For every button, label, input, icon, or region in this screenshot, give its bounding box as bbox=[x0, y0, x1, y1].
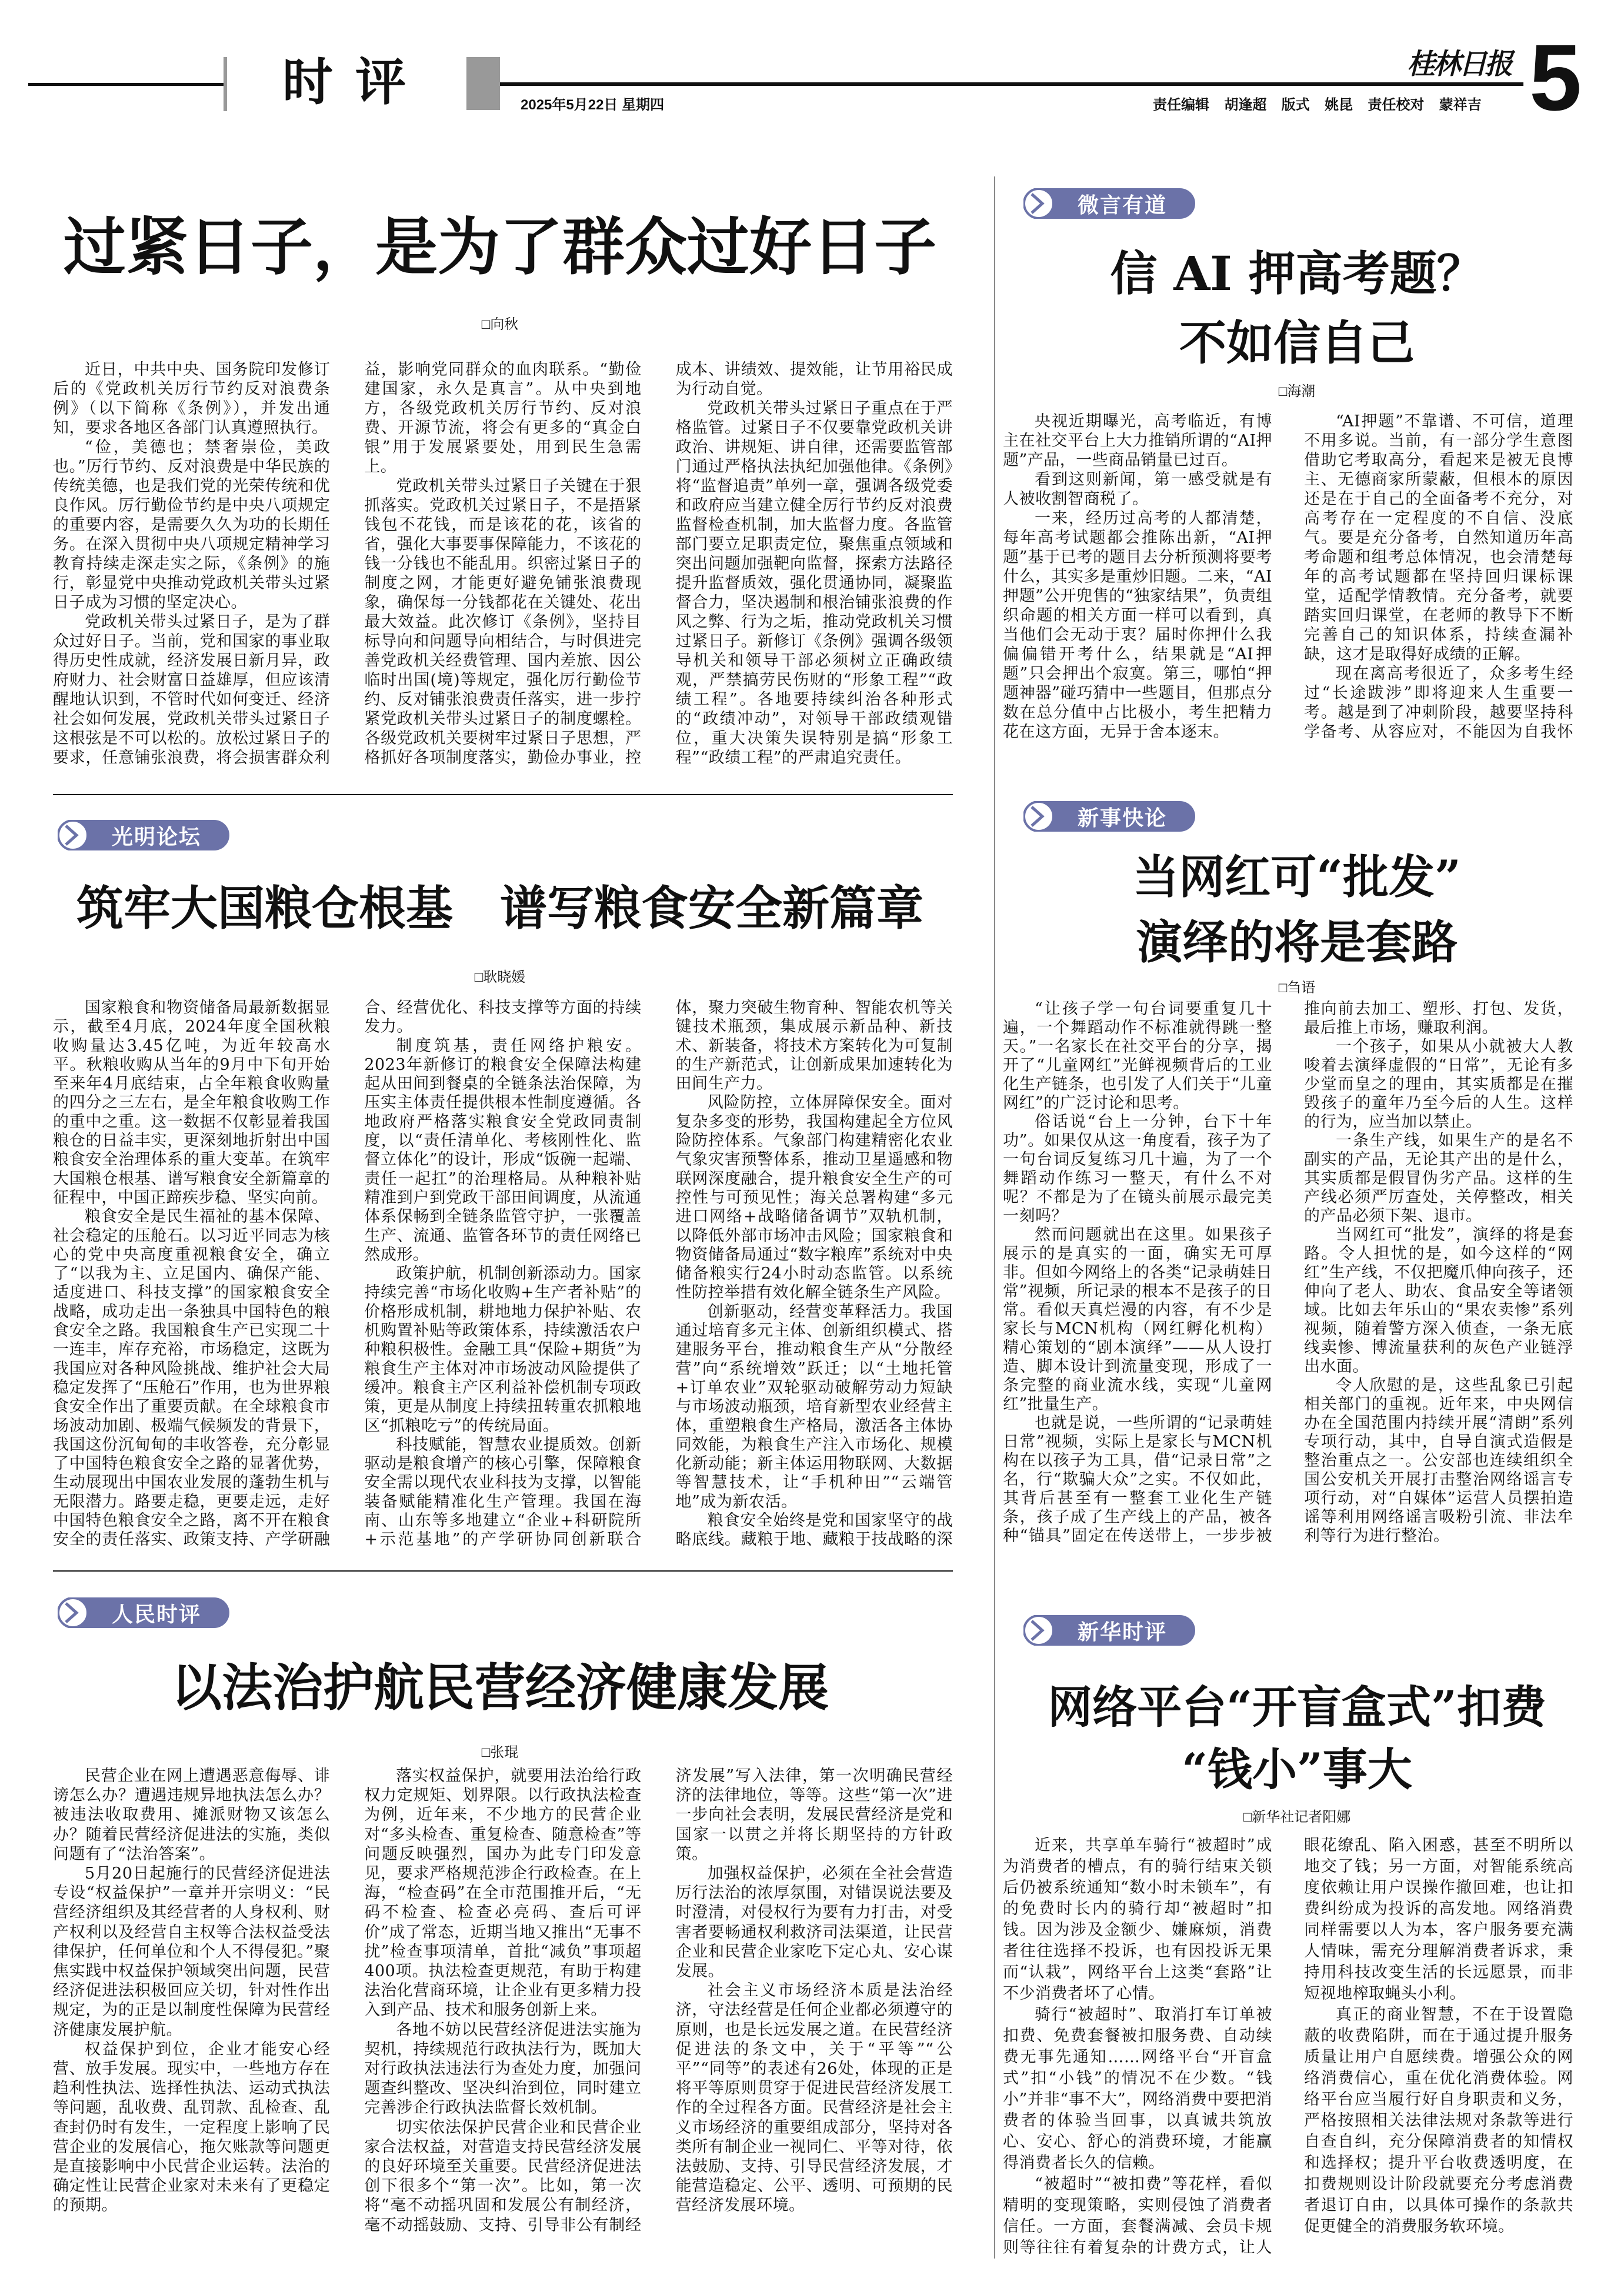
headline-line: 以法治护航民营经济健康发展 bbox=[171, 1658, 829, 1717]
byline: □海潮 bbox=[1278, 383, 1316, 399]
paragraph: 近来，共享单车骑行“被超时”成为消费者的槽点，有的骑行结束关锁后仍被系统通知“数小时未锁车”，有的免费时长内的骑行却“被超时”扣钱。因为涉及金额少、嫌麻烦，消费者往往选择不投诉，也有因投诉无果而“认栽”，网络平台上这类“套路”让不少消费者坏了心情。 bbox=[1003, 1836, 1272, 2003]
paragraph: 粮食安全是民生福祉的基本保障、社会稳定的压舱石。以习近平同志为核心的党中央高度重视粮食安全，确立了“以我为主、立足国内、确保产能、适度进口、科技支撑”的国家粮食安全战略，成功走出一条独具中国特色的粮食安全之路。我国粮食生产已实现二十一连丰，库存充裕，市场稳定，这既为我国应对各种风险挑战、维护社会大局稳定发挥了“压舱石”作用，也为世界粮食安全作出了重要贡献。在全球粮食市场波动加剧、极端气候频发的背景下，我国这份沉甸甸的丰收答卷，充分彰显了中国特色粮食安全之路的显著优势，生动展现出中国农业发展的蓬勃生机与无限潜力。路要走稳，更要走远，走好中国特色粮食安全之路，离不开在粮食安全的责任落实、政策支持、产学研融合、经营优化、科技支撑等方面的持续发力。 bbox=[53, 999, 642, 1549]
paragraph: 社会主义市场经济本质是法治经济，守法经营是任何企业都必须遵守的原则，也是长远发展之道。在民营经济促进法的条文中，关于“平等”“公平”“同等”的表述有26处，体现的正是将平等原则贯穿于促进民营经济发展工作的全过程各方面。民营经济是社会主义市场经济的重要组成部分，坚持对各类所有制企业一视同仁、平等对待，依法鼓励、支持、引导民营经济发展，才能营造稳定、公平、透明、可预期的民营经济发展环境。 bbox=[675, 1982, 953, 2215]
column-badge bbox=[1023, 1615, 1195, 1646]
issue-date: 2025年5月22日 星期四 bbox=[521, 97, 665, 113]
headline bbox=[41, 212, 959, 282]
headline-line: 过紧日子，是为了群众过好日子 bbox=[64, 210, 936, 283]
paragraph: 真正的商业智慧，不在于设置隐蔽的收费陷阱，而在于通过提升服务质量让用户自愿续费。增强公众的网络消费信心，重在优化消费体验。网络平台应当履行好自身职责和义务，严格按照相关法律法规对条款等进行自查自纠，充分保障消费者的知情权和选择权；提升平台收费透明度，在扣费规则设计阶段就要充分考虑消费者退订自由，以具体可操作的条款共促更健全的消费服务软环境。 bbox=[1304, 2006, 1573, 2236]
article-body bbox=[53, 1766, 953, 2254]
paragraph: 当网红可“批发”，演绎的将是套路。令人担忧的是，如今这样的“网红”生产线，不仅把魔爪伸向孩子，还伸向了老人、助农、食品安全等诸领域。比如去年乐山的“果农卖惨”系列视频，随着警方深入侦查，一条无底线卖惨、博流量获利的灰色产业链浮出水面。 bbox=[1304, 1226, 1573, 1376]
paragraph: 5月20日起施行的民营经济促进法专设“权益保护”一章并开宗明义：“民营经济组织及其经营者的人身权利、财产权利以及经营自主权等合法权益受法律保护，任何单位和个人不得侵犯。”聚焦实践中权益保护领域突出问题，民营经济促进法积极回应关切，针对性作出规定，为的正是以制度性保障为民营经济健康发展护航。 bbox=[53, 1864, 331, 2039]
paragraph: 风险防控，立体屏障保安全。面对复杂多变的形势，我国构建起全方位风险防控体系。气象部门构建精密化农业气象灾害预警体系，推动卫星遥感和物联网深度融合，提升粮食安全生产的可控性与可预见性；海关总署构建“多元进口网络+战略储备调节”双轨机制，以降低外部市场冲击风险；国家粮食和物资储备局通过“数字粮库”系统对中央储备粮实行24小时动态监管。以系统性防控举措有效化解全链条生产风险。 bbox=[675, 1093, 953, 1302]
paragraph: 制度筑基，责任网络护粮安。2023年新修订的粮食安全保障法构建起从田间到餐桌的全链条法治保障，为压实主体责任提供根本性制度遵循。各地政府严格落实粮食安全党政同责制度，以“责任清单化、考核刚性化、监督立体化”的设计，形成“饭碗一起端、责任一起扛”的治理格局。从种粮补贴精准到户到党政干部田间调度，从流通体系保畅到全链条监管守护，一张覆盖生产、流通、监管各环节的责任网络已然成形。 bbox=[364, 1036, 642, 1264]
headline-line: 不如信自己 bbox=[1179, 315, 1415, 371]
paragraph: 党政机关带头过紧日子重点在于严格监管。过紧日子不仅要靠党政机关讲政治、讲规矩、讲自律，还需要监管部门通过严格执法执纪加强他律。《条例》将“监督追责”单列一章，强调各级党委和政府应当建立健全厉行节约反对浪费监督检查机制，加大监督力度。各监管部门要立足职责定位，聚焦重点领域和突出问题加强靶向监督，探索方法路径提升监督质效，强化贯通协同，凝聚监督合力，坚决遏制和根治铺张浪费的作风之弊、行为之垢，推动党政机关习惯过紧日子。新修订《条例》强调各级领导机关和领导干部必须树立正确政绩观，严禁搞劳民伤财的“形象工程”“政绩工程”。各地要持续纠治各种形式的“政绩冲动”，对领导干部政绩观错位，重大决策失误特别是搞“形象工程”“政绩工程”的严肃追究责任。 bbox=[675, 399, 953, 767]
badge-label: 微言有道 bbox=[1078, 192, 1168, 217]
paragraph: 然而问题就出在这里。如果孩子展示的是真实的一面，确实无可厚非。但如今网络上的各类“记录萌娃日常”视频，所记录的根本不是孩子的日常。看似天真烂漫的内容，有不少是家长与MCN机构（网红孵化机构）精心策划的“剧本演绎”——从人设打造、脚本设计到流量变现，形成了一条完整的商业流水线，实现“儿童网红”批量生产。 bbox=[1003, 1226, 1272, 1413]
byline: □新华社记者阳娜 bbox=[1243, 1809, 1351, 1825]
column-badge bbox=[1023, 188, 1195, 219]
headline-line: 网络平台“开盲盒式”扣费 bbox=[1048, 1681, 1546, 1733]
paragraph: “让孩子学一句台词要重复几十遍，一个舞蹈动作不标准就得跳一整天。”一名家长在社交平台的分享，揭开了“儿童网红”光鲜视频背后的工业化生产链条，也引发了人们关于“儿童网红”的广泛讨论和思考。 bbox=[1003, 1000, 1272, 1112]
chevron-circle-icon bbox=[1023, 801, 1056, 832]
section-title: 时评 bbox=[282, 52, 428, 112]
headline-line: “钱小”事大 bbox=[1182, 1743, 1412, 1796]
paragraph: 加强权益保护，必须在全社会营造厉行法治的浓厚氛围，对错误说法要及时澄清，对侵权行为要有力打击，对受害者要畅通权利救济司法渠道，让民营企业和民营企业家吃下定心丸、安心谋发展。 bbox=[675, 1864, 953, 1981]
page-number: 5 bbox=[1529, 25, 1582, 130]
badge-label: 新华时评 bbox=[1078, 1619, 1168, 1644]
paragraph: 创新驱动，经营变革释活力。我国通过培育多元主体、创新组织模式、搭建服务平台，推动粮食生产从“分散经营”向“系统增效”跃迁；以“土地托管+订单农业”双轮驱动破解劳动力短缺与市场波动瓶颈，培育新型农业经营主体，重塑粮食生产格局，激活各主体协同效能，为粮食生产注入市场化、规模化新动能；新主体运用物联网、大数据等智慧技术，让“手机种田”“云端管地”成为新农活。 bbox=[675, 1302, 953, 1511]
paragraph: 现在离高考很近了，众多考生经过“长途跋涉”即将迎来人生重要一考。越是到了冲刺阶段，越要坚持科学备考、从容应对，不能因为自我怀 bbox=[1304, 665, 1573, 741]
article-body bbox=[1003, 1835, 1573, 2260]
headline bbox=[1003, 239, 1591, 378]
badge-label: 新事快论 bbox=[1078, 805, 1168, 830]
paragraph: 看到这则新闻，第一感受就是有人被收割智商税了。 bbox=[1003, 471, 1272, 508]
paragraph: 科技赋能，智慧农业提质效。创新驱动是粮食增产的核心引擎，保障粮食安全需以现代农业科技为支撑，以智能装备赋能精准化生产管理。我国在海南、山东等多地建立“企业+科研院所+示范基地”的产学研协同创新联合体，聚力突破生物育种、智能农机等关键技术瓶颈，集成展示新品种、新技术、新装备，将技术方案转化为可复制的生产新范式，让创新成果加速转化为田间生产力。 bbox=[364, 999, 953, 1549]
column-badge bbox=[1023, 801, 1195, 832]
paragraph: “AI押题”不靠谱、不可信，道理不用多说。当前，有一部分学生意图借助它考取高分，看起来是被无良博主、无德商家所蒙蔽，但根本的原因还是在于自己的全面备考不充分，对高考存在一定程度的不自信、没底气。要是充分备考，自然知道历年高考命题和组考总体情况，也会清楚每年的高考试题都在坚持回归课标课堂，适配学情教情。充分备考，就要踏实回归课堂，在老师的教导下不断完善自己的知识体系，持续查漏补缺，这才是取得好成绩的正解。 bbox=[1304, 412, 1573, 663]
header-divider-thick bbox=[466, 57, 500, 110]
paragraph: 国家粮食和物资储备局最新数据显示，截至4月底，2024年度全国秋粮收购量达3.45亿吨，为近年较高水平。秋粮收购从当年的9月中下旬开始至来年4月底结束，占全年粮食收购量的四分之三左右，是全年粮食收购工作的重中之重。这一数据不仅彰显着我国粮仓的日益丰实，更深刻地折射出中国粮食安全治理体系的重大变革。在筑牢大国粮仓根基、谱写粮食安全新篇章的征程中，中国正蹄疾步稳、坚实向前。 bbox=[53, 999, 331, 1207]
byline: □向秋 bbox=[481, 316, 519, 332]
paragraph: 切实依法保护民营企业和民营企业家合法权益，对营造支持民营经济发展的良好环境至关重要。民营经济促进法创下很多个“第一次”。比如，第一次将“毫不动摇巩固和发展公有制经济，毫不动摇鼓励、支持、引导非公有制经济发展”写入法律，第一次明确民营经济的法律地位，等等。这些“第一次”进一步向社会表明，发展民营经济是党和国家一以贯之并将长期坚持的方针政策。 bbox=[364, 1767, 953, 2234]
article-body bbox=[1003, 1000, 1573, 1559]
paragraph: 令人欣慰的是，这些乱象已引起相关部门的重视。近年来，中央网信办在全国范围内持续开展“清朗”系列专项行动，其中，自导自演式造假是整治重点之一。公安部也连续组织全国公安机关开展打击整治网络谣言专项行动，对“自媒体”运营人员摆拍造谣等利用网络谣言吸粉引流、非法牟利等行为进行整治。 bbox=[1304, 1376, 1573, 1545]
paragraph: 一来，经历过高考的人都清楚，每年高考试题都会推陈出新，“AI押题”基于已考的题目去分析预测将要考什么，其实多是重炒旧题。二来，“AI押题”公开兜售的“独家结果”，负责组织命题的相关方面一样可以看到，真当他们会无动于衷？届时你押什么我偏偏错开考什么，结果就是“AI押题”只会押出个寂寞。第三，哪怕“押题神器”碰巧猜中一些题目，但那点分数在总分值中占比极小，考生把精力花在这方面，无异于舍本逐末。 bbox=[1003, 509, 1272, 741]
headline bbox=[1003, 845, 1591, 975]
article-rule bbox=[53, 794, 953, 795]
paragraph: “被超时”“被扣费”等花样，看似精明的变现策略，实则侵蚀了消费者信任。一方面，套餐满减、会员卡规则等往往有着复杂的计费方式，让人眼花缭乱、陷入困惑，甚至不明所以地交了钱；另一方面，对智能系统高度依赖让用户误操作撤回难，也让扣费纠纷成为投诉的高发地。网络消费同样需要以人为本，客户服务要充满人情味，需充分理解消费者诉求，秉持用科技改变生活的长远愿景，而非短视地榨取蝇头小利。 bbox=[1003, 1836, 1573, 2257]
paragraph: 一个孩子，如果从小就被大人教唆着去演绎虚假的“日常”，无论有多少堂而皇之的理由，其实质都是在摧毁孩子的童年乃至今后的人生。这样的行为，应当加以禁止。 bbox=[1304, 1038, 1573, 1131]
headline bbox=[41, 1657, 959, 1719]
paragraph: 党政机关带头过紧日子，是为了群众过好日子。当前，党和国家的事业取得历史性成就，经济发展日新月异，政府财力、社会财富日益雄厚，但应该清醒地认识到，不管时代如何变迁、经济社会如何发展，党政机关带头过紧日子这根弦是不可以松的。放松过紧日子的要求，任意铺张浪费，将会损害群众利益，影响党同群众的血肉联系。“勤俭建国家，永久是真言”。从中央到地方，各级党政机关厉行节约、反对浪费、开源节流，将会有更多的“真金白银”用于发展紧要处，用到民生急需上。 bbox=[53, 361, 642, 767]
header-divider-thin bbox=[224, 57, 227, 111]
article-body bbox=[1003, 412, 1573, 760]
column-divider bbox=[994, 176, 995, 2259]
headline-line: 演绎的将是套路 bbox=[1136, 916, 1458, 969]
paragraph: 政策护航，机制创新添动力。国家持续完善“市场化收购+生产者补贴”的价格形成机制，耕地地力保护补贴、农机购置补贴等政策体系，持续激活农户种粮积极性。金融工具“保险+期货”为粮食生产主体对冲市场波动风险提供了缓冲。粮食主产区利益补偿机制专项政策，更是从制度上持续扭转重农抓粮地区“抓粮吃亏”的传统局面。 bbox=[364, 1265, 642, 1435]
paragraph: 骑行“被超时”、取消打车订单被扣费、免费套餐被扣服务费、自动续费无事先通知……网络平台“开盲盒式”扣“小钱”的情况不在少数。“钱小”并非“事不大”，网络消费中要把消费者的体验当回事，以真诚共筑放心、安心、舒心的消费环境，才能赢得消费者长久的信赖。 bbox=[1003, 2006, 1272, 2172]
paragraph: 俗话说“台上一分钟，台下十年功”。如果仅从这一角度看，孩子为了一句台词反复练习几十遍，为了一个舞蹈动作练习一整天，有什么不对呢？不都是为了在镜头前展示最完美一刻吗？ bbox=[1003, 1113, 1272, 1225]
paragraph: 落实权益保护，就要用法治给行政权力定规矩、划界限。以行政执法检查为例，近年来，不少地方的民营企业对“多头检查、重复检查、随意检查”等问题反映强烈，国办为此专门印发意见，要求严格规范涉企行政检查。在上海，“检查码”在全市范围推开后，“无码不检查、检查必亮码、查后可评价”成了常态，近期当地又推出“无事不扰”检查事项清单，首批“减负”事项超400项。执法检查更规范，有助于构建法治化营商环境，让企业有更多精力投入到产品、技术和服务创新上来。 bbox=[364, 1767, 642, 2020]
masthead-logo: 桂林日报 bbox=[1407, 48, 1511, 81]
headline bbox=[41, 879, 959, 938]
article-body bbox=[53, 999, 953, 1552]
chevron-circle-icon bbox=[58, 1597, 91, 1628]
byline: □刍语 bbox=[1278, 980, 1316, 996]
paragraph: “俭，美德也；禁奢崇俭，美政也。”厉行节约、反对浪费是中华民族的传统美德，也是我们党的光荣传统和优良作风。厉行勤俭节约是中央八项规定的重要内容，是需要久久为功的长期任务。在深入贯彻中央八项规定精神学习教育持续走深走实之际，《条例》的施行，彰显党中央推动党政机关带头过紧日子成为习惯的坚定决心。 bbox=[53, 438, 331, 612]
paragraph: 也就是说，一些所谓的“记录萌娃日常”视频，实际上是家长与MCN机构在以孩子为工具，借“记录日常”之名，行“欺骗大众”之实。不仅如此，其背后甚至有一整套工业化生产链条，孩子成了生产线上的产品，被各种“锚具”固定在传送带上，一步步被推向前去加工、塑形、打包、发货，最后推上市场，赚取利润。 bbox=[1003, 1000, 1573, 1545]
editor-credits: 责任编辑 胡逢超 版式 姚昆 责任校对 蒙祥吉 bbox=[1153, 97, 1482, 113]
paragraph: 央视近期曝光，高考临近，有博主在社交平台上大力推销所谓的“AI押题”产品，一些商品销量已过百。 bbox=[1003, 412, 1272, 469]
chevron-circle-icon bbox=[58, 820, 91, 850]
article-rule bbox=[53, 1570, 953, 1572]
chevron-circle-icon bbox=[1023, 1615, 1056, 1646]
headline-line: 信 AI 押高考题？ bbox=[1110, 246, 1484, 301]
headline bbox=[1003, 1676, 1591, 1801]
badge-label: 人民时评 bbox=[112, 1602, 202, 1626]
paragraph: 各地不妨以民营经济促进法实施为契机，持续规范行政执法行为，既加大对行政执法违法行为查处力度，加强问题查纠整改、坚决纠治到位，同时建立完善涉企行政执法监督长效机制。 bbox=[364, 2020, 642, 2117]
paragraph: 党政机关带头过紧日子关键在于狠抓落实。党政机关过紧日子，不是捂紧钱包不花钱，而是该花的花，该省的省，强化大事要事保障能力，不该花的钱一分钱也不能乱用。织密过紧日子的制度之网，才能更好避免铺张浪费现象，确保每一分钱都花在关键处、花出最大效益。此次修订《条例》，坚持目标导向和问题导向相结合，与时俱进完善党政机关经费管理、国内差旅、因公临时出国(境)等规定，强化厉行勤俭节约、反对铺张浪费责任落实，进一步拧紧党政机关带头过紧日子的制度螺栓。各级党政机关要树牢过紧日子思想，严格抓好各项制度落实，勤俭办事业，控成本、讲绩效、提效能，让节用裕民成为行动自觉。 bbox=[364, 361, 953, 767]
column-badge bbox=[58, 820, 229, 850]
paragraph: 近日，中共中央、国务院印发修订后的《党政机关厉行节约反对浪费条例》（以下简称《条例》），并发出通知，要求各地区各部门认真遵照执行。 bbox=[53, 361, 331, 437]
column-badge bbox=[58, 1597, 229, 1628]
chevron-circle-icon bbox=[1023, 188, 1056, 219]
paragraph: 一条生产线，如果生产的是名不副实的产品，无论其产出的是什么，其实质都是假冒伪劣产品。这样的生产线必须严厉查处，关停整改，相关的产品必须下架、退市。 bbox=[1304, 1132, 1573, 1225]
paragraph: 粮食安全始终是党和国家坚守的战略底线。藏粮于地、藏粮于技战略的深 bbox=[675, 1512, 953, 1549]
article-body bbox=[53, 360, 953, 779]
badge-label: 光明论坛 bbox=[112, 824, 202, 849]
header-rule-main bbox=[500, 82, 1523, 86]
paragraph: 权益保护到位，企业才能安心经营、放手发展。现实中，一些地方存在趋利性执法、选择性执法、运动式执法等问题，乱收费、乱罚款、乱检查、乱查封仍时有发生，一定程度上影响了民营企业的发展信心，拖欠账款等问题更是直接影响中小民营企业运转。法治的确定性让民营企业家对未来有了更稳定的预期。 bbox=[53, 2040, 331, 2215]
header-rule-left bbox=[28, 83, 224, 86]
byline: □张琨 bbox=[481, 1744, 519, 1760]
byline: □耿晓媛 bbox=[474, 969, 526, 985]
paragraph: 民营企业在网上遭遇恶意侮辱、诽谤怎么办？遭遇违规异地执法怎么办？被违法收取费用、摊派财物又该怎么办？随着民营经济促进法的实施，类似问题有了“法治答案”。 bbox=[53, 1767, 331, 1863]
headline-line: 筑牢大国粮仓根基 谱写粮食安全新篇章 bbox=[76, 880, 923, 936]
headline-line: 当网红可“批发” bbox=[1133, 850, 1461, 904]
